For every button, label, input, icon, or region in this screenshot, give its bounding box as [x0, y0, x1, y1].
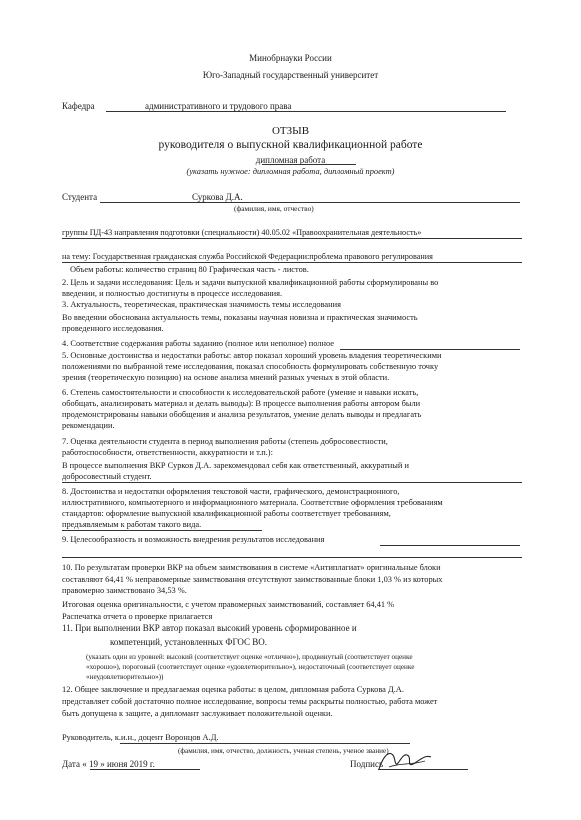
independence-line-1: 6. Степень самостоятельности и способности к исследовательской работе (умение и навыки искать, [62, 388, 419, 397]
design-line-2: иллюстративного, компьютерного и информационного материала. Соответствие оформления требованиям [62, 498, 443, 507]
relevance-line-3: проведенного исследования. [62, 324, 164, 333]
work-type-hint: (указать нужное: дипломная работа, дипломный проект) [186, 167, 395, 176]
activity-line-1: 7. Оценка деятельности студента в период выполнения работы (степень добросовестности, [62, 437, 388, 446]
ministry-title: Минобрнауки России [249, 53, 332, 63]
student-hint: (фамилия, имя, отчество) [234, 204, 314, 213]
student-line [100, 202, 520, 203]
printout-line: Распечатка отчета о проверке прилагается [62, 612, 213, 621]
department-line [106, 111, 506, 112]
competence-line-1: 11. При выполнении ВКР автор показал высокий уровень сформированное и [62, 623, 357, 633]
implementation-underline [380, 545, 520, 546]
compliance-underline [340, 349, 520, 350]
topic-underline [62, 262, 522, 263]
implementation-line: 9. Целесообразность и возможность внедрения результатов исследования [62, 535, 325, 544]
design-line-1: 8. Достоинства и недостатки оформления текстовой части, графического, демонстрационного, [62, 487, 400, 496]
plagiarism-line-3: правомерно заимствовано 34,53 %. [62, 586, 187, 595]
department-label: Кафедра [62, 101, 95, 111]
design-line-3: стандартов: оформление выпускной квалификационной работы соответствует требованиям, [62, 509, 391, 518]
handwritten-signature [375, 745, 435, 775]
work-type-line [262, 164, 356, 165]
originality-line: Итоговая оценка оригинальности, с учетом правомерных заимствований, составляет 64,41 % [62, 600, 395, 609]
merits-line-3: зрения (теоретическую позицию) на основе анализа мнений разных ученых в этой области. [62, 373, 390, 382]
supervisor-line: Руководитель, к.и.н., доцент Воронцов А.Д. [62, 733, 219, 742]
relevance-line-2: Во введении обоснована актуальность темы, показаны научная новизна и практическая значимость [62, 313, 418, 322]
group-line: группы ПД-43 направления подготовки (специальности) 40.05.02 «Правоохранительная деятельность» [62, 228, 422, 237]
conclusion-line-1: 12. Общее заключение и предлагаемая оценка работы: в целом, дипломная работа Суркова Д.А. [62, 685, 404, 694]
department-value: административного и трудового права [145, 101, 292, 111]
relevance-line-1: 3. Актуальность, теоретическая, практическая значимость темы исследования [62, 300, 341, 309]
merits-line-2: положениями по выбранной теме исследования, показал способность формулировать собственную точку [62, 362, 439, 371]
review-subtitle: руководителя о выпускной квалификационной работе [158, 139, 423, 151]
activity-line-3: В процессе выполнения ВКР Сурков Д.А. зарекомендовал себя как ответственный, аккуратный и [62, 461, 409, 470]
competence-note-2: «хорошо»), пороговый (соответствует оценке «удовлетворительно»), недостаточный (соответствует оценке [86, 663, 415, 671]
date-line: Дата « 19 » июня 2019 г. [62, 759, 155, 769]
topic-line: на тему: Государственная гражданская служба Российской Федерации:проблема правового регулирования [62, 252, 433, 261]
design-line-4: предъявляемым к работам такого вида. [62, 520, 202, 529]
independence-line-2: обобщать, анализировать материал и делать выводы): В процессе выполнения работы автором были [62, 399, 421, 408]
merits-line-1: 5. Основные достоинства и недостатки работы: автор показал хороший уровень владения теоретическими [62, 351, 442, 360]
review-title: ОТЗЫВ [271, 125, 310, 137]
plagiarism-line-1: 10. По результатам проверки ВКР на объем заимствования в системе «Антиплагиат» оригинальные блоки [62, 563, 441, 572]
competence-note-1: (указать один из уровней: высокий (соответствует оценке «отлично»), продвинутый (соответствует оценке [86, 653, 413, 661]
compliance-line: 4. Соответствие содержания работы заданию (полное или неполное) полное [62, 339, 334, 348]
supervisor-underline [120, 743, 410, 744]
independence-line-3: продемонстрированы навыки обобщения и анализа результатов, умение делать выводы и предлагать [62, 410, 422, 419]
goal-line-1: 2. Цель и задачи исследования: Цель и задачи выпускной квалификационной работы сформулированы во [62, 278, 439, 287]
independence-line-4: рекомендации. [62, 421, 115, 430]
blank-underline [62, 557, 522, 558]
volume-line: Объем работы: количество страниц 80 Графическая часть - листов. [70, 265, 309, 274]
signature-label: Подпись [350, 759, 384, 769]
work-type: дипломная работа [255, 155, 326, 165]
date-underline [90, 769, 200, 770]
university-title: Юго-Западный государственный университет [202, 70, 379, 80]
goal-line-2: введении, и полностью достигнуты в процессе исследования. [62, 289, 283, 298]
student-name: Суркова Д.А. [192, 192, 243, 202]
competence-line-2: компетенций, установленных ФГОС ВО. [110, 637, 268, 647]
group-underline [62, 238, 522, 239]
conclusion-line-2: представляет собой достаточно полное исследование, вопросы темы раскрыты полностью, работа может [62, 697, 438, 706]
supervisor-hint: (фамилия, имя, отчество, должность, ученая степень, ученое звание) [178, 747, 389, 755]
design-underline [62, 530, 262, 531]
student-label: Студента [62, 192, 98, 202]
activity-line-4: добросовестный студент. [62, 472, 152, 481]
plagiarism-line-2: составляют 64,41 % неправомерные заимствования отсутствуют заимствованные блоки 1,03 % из которых [62, 575, 443, 584]
activity-underline [62, 482, 522, 483]
conclusion-line-3: быть допущена к защите, а дипломант заслуживает положительной оценки. [62, 709, 333, 718]
competence-note-3: «неудовлетворительно»)) [86, 673, 164, 681]
activity-line-2: работоспособности, ответственности, аккуратности и т.п.): [62, 448, 273, 457]
